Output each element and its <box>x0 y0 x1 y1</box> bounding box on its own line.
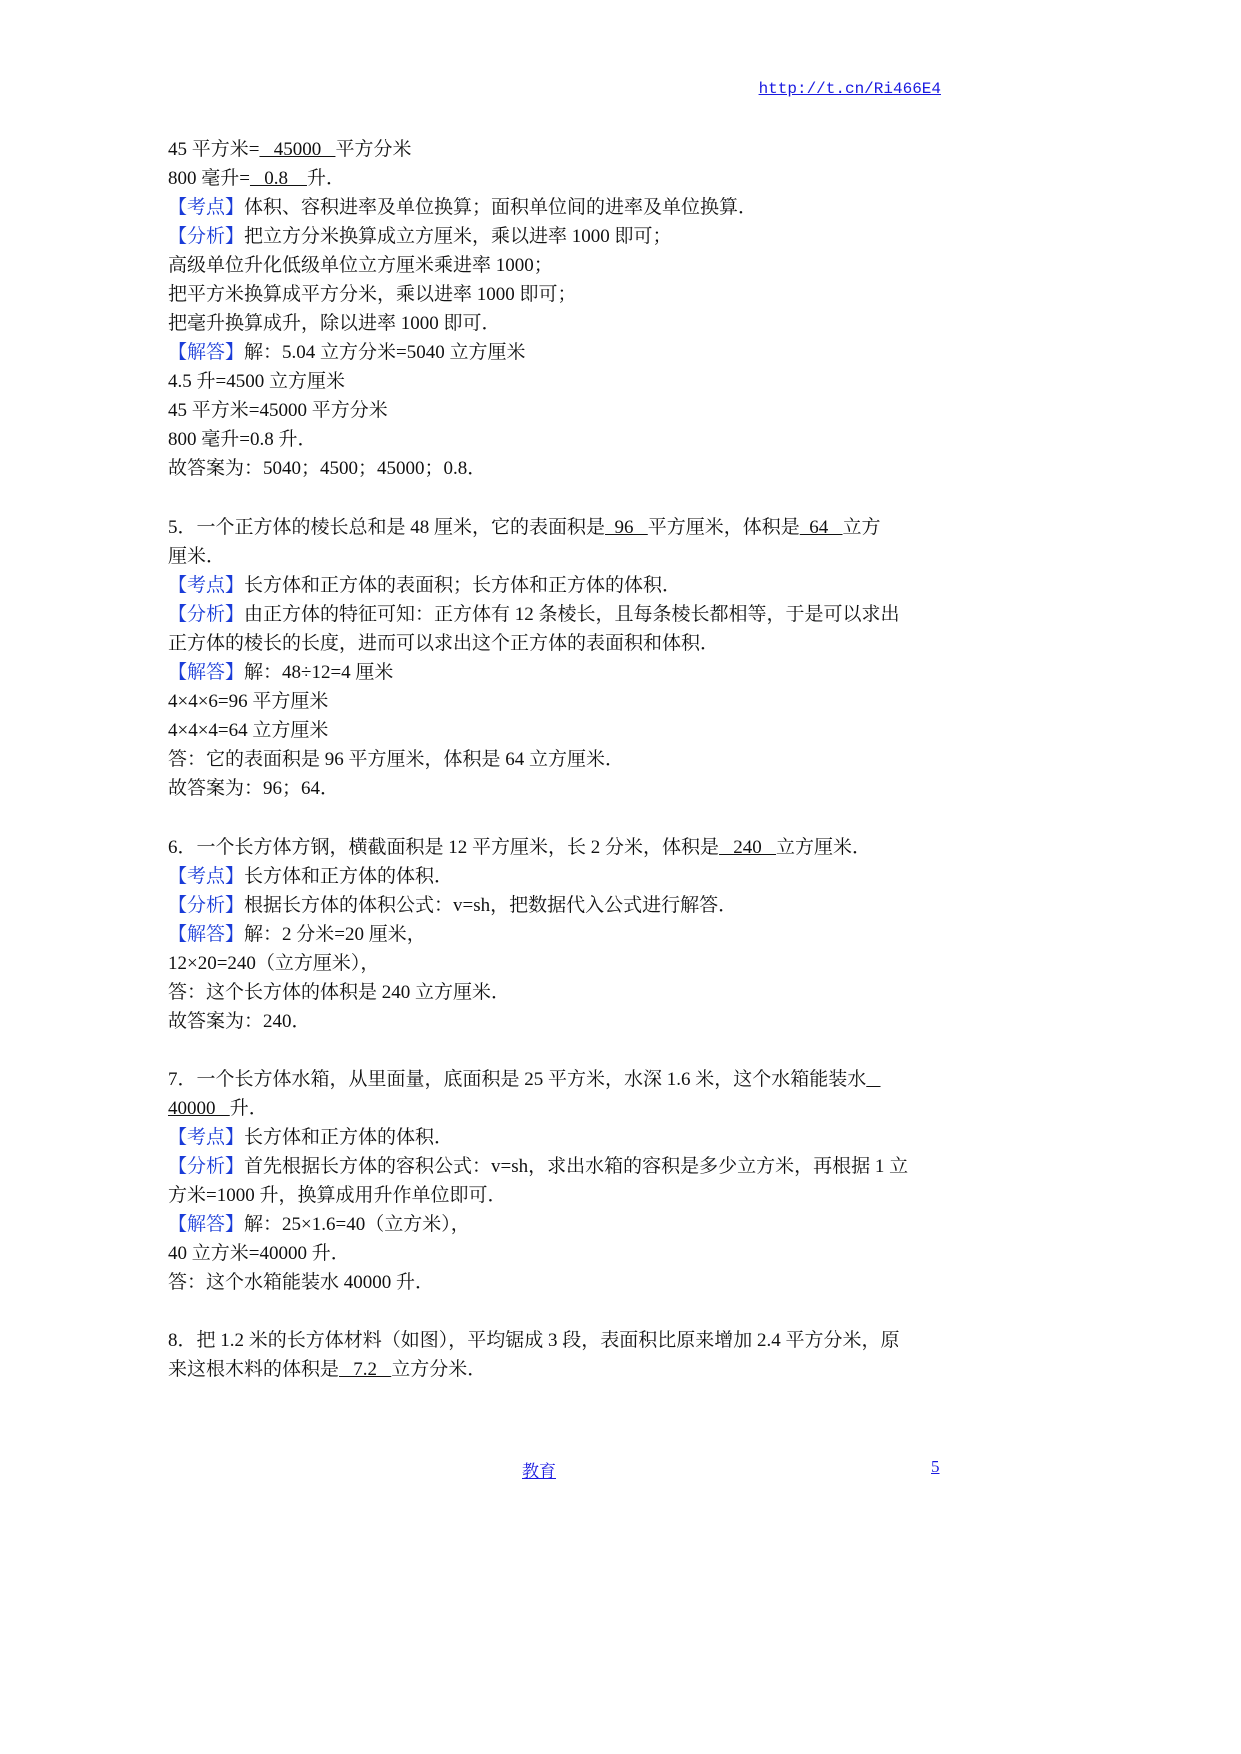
text-line <box>168 777 339 801</box>
text-line <box>168 690 328 714</box>
text-run: 12×20=240（立方厘米）， <box>168 953 380 974</box>
text-run: 立方分米． <box>391 1359 487 1380</box>
section-tag: 【考点】 <box>168 1127 245 1148</box>
text-line <box>168 283 577 307</box>
section-tag: 【分析】 <box>168 895 245 916</box>
text-run: 800 毫升= <box>168 168 250 189</box>
text-run: 8．把 1.2 米的长方体材料（如图），平均锯成 3 段，表面积比原来增加 2.4 平方分米，原 <box>168 1330 900 1351</box>
section-tag: 【解答】 <box>168 342 245 363</box>
text-line <box>168 312 501 336</box>
text-run: 升． <box>306 168 345 189</box>
text-line <box>168 865 453 889</box>
text-run: 立方厘米． <box>776 837 872 858</box>
text-run: 厘米． <box>168 546 226 567</box>
text-run: 方米=1000 升，换算成用升作单位即可． <box>168 1185 507 1206</box>
text-run: 长方体和正方体的体积． <box>244 866 454 887</box>
text-line <box>168 1126 453 1150</box>
text-run: 4×4×4=64 立方厘米 <box>168 720 329 741</box>
text-run: 平方厘米，体积是 <box>647 517 800 538</box>
section-tag: 【分析】 <box>168 1156 245 1177</box>
text-line <box>168 370 345 394</box>
text-line <box>168 719 328 743</box>
section-tag: 【分析】 <box>168 604 245 625</box>
text-run: 首先根据长方体的容积公式：v=sh，求出水箱的容积是多少立方米，再根据 1 立 <box>244 1156 909 1177</box>
text-line <box>168 225 672 249</box>
text-line <box>168 923 426 947</box>
text-line <box>168 632 719 656</box>
text-run: 高级单位升化低级单位立方厘米乘进率 1000； <box>168 255 553 276</box>
text-line <box>168 138 411 162</box>
text-run: 答：这个水箱能装水 40000 升． <box>168 1272 435 1293</box>
answer-blank: 64 <box>799 517 843 538</box>
text-run: 解：25×1.6=40（立方米）， <box>244 1214 470 1235</box>
text-run: 7．一个长方体水箱，从里面量，底面积是 25 平方米，水深 1.6 米，这个水箱能装水 <box>168 1069 867 1090</box>
page-number[interactable]: 5 <box>931 1457 940 1476</box>
text-run: 长方体和正方体的表面积；长方体和正方体的体积． <box>244 575 682 596</box>
text-run: 长方体和正方体的体积． <box>244 1127 454 1148</box>
section-tag: 【考点】 <box>168 197 245 218</box>
text-line <box>168 981 510 1005</box>
text-line <box>168 952 379 976</box>
text-run: 平方分米 <box>335 139 412 160</box>
text-line <box>168 574 681 598</box>
footer-link[interactable]: 教育 <box>522 1462 556 1481</box>
text-run: 45 平方米= <box>168 139 260 160</box>
text-line <box>168 545 225 569</box>
text-run: 正方体的棱长的长度，进而可以求出这个正方体的表面积和体积． <box>168 633 720 654</box>
section-tag: 【考点】 <box>168 575 245 596</box>
section-tag: 【分析】 <box>168 226 245 247</box>
text-run: 4.5 升=4500 立方厘米 <box>168 371 345 392</box>
text-line <box>168 196 757 220</box>
text-line <box>168 167 345 191</box>
text-line <box>168 1242 350 1266</box>
text-line <box>168 1155 908 1179</box>
text-run: 把平方米换算成平方分米，乘以进率 1000 即可； <box>168 284 577 305</box>
text-run: 40 立方米=40000 升． <box>168 1243 350 1264</box>
text-run: 故答案为：240． <box>168 1011 311 1032</box>
text-run: 4×4×6=96 平方厘米 <box>168 691 329 712</box>
text-run: 800 毫升=0.8 升． <box>168 429 317 450</box>
text-run: 解：2 分米=20 厘米， <box>244 924 426 945</box>
text-run: 立方 <box>842 517 881 538</box>
text-line <box>168 836 871 860</box>
text-line <box>168 661 393 685</box>
section-tag: 【考点】 <box>168 866 245 887</box>
answer-blank: 0.8 <box>249 168 307 189</box>
text-line <box>168 1358 486 1382</box>
section-tag: 【解答】 <box>168 924 245 945</box>
answer-blank: 96 <box>605 517 648 538</box>
text-line <box>168 457 486 481</box>
text-run: 答：它的表面积是 96 平方厘米，体积是 64 立方厘米． <box>168 749 625 770</box>
answer-blank: 40000 <box>168 1098 230 1119</box>
answer-blank: 45000 <box>259 139 336 160</box>
text-line <box>168 1010 311 1034</box>
text-run: 解：5.04 立方分米=5040 立方厘米 <box>244 342 526 363</box>
header-link[interactable]: http://t.cn/Ri466E4 <box>758 80 941 98</box>
text-run: 把立方分米换算成立方厘米，乘以进率 1000 即可； <box>244 226 672 247</box>
text-line <box>168 516 881 540</box>
text-line <box>168 399 388 423</box>
text-run: 故答案为：5040；4500；45000；0.8． <box>168 458 487 479</box>
text-run: 体积、容积进率及单位换算；面积单位间的进率及单位换算． <box>244 197 758 218</box>
text-run: 5．一个正方体的棱长总和是 48 厘米，它的表面积是 <box>168 517 606 538</box>
text-run: 解：48÷12=4 厘米 <box>244 662 394 683</box>
answer-blank <box>866 1069 880 1090</box>
text-line <box>168 1184 506 1208</box>
text-line <box>168 1097 268 1121</box>
text-run: 答：这个长方体的体积是 240 立方厘米． <box>168 982 511 1003</box>
section-tag: 【解答】 <box>168 662 245 683</box>
text-line <box>168 603 900 627</box>
text-run: 来这根木料的体积是 <box>168 1359 340 1380</box>
text-line <box>168 428 316 452</box>
text-run: 6．一个长方体方钢，横截面积是 12 平方厘米，长 2 分米，体积是 <box>168 837 720 858</box>
text-line <box>168 1213 470 1237</box>
text-line <box>168 894 737 918</box>
section-tag: 【解答】 <box>168 1214 245 1235</box>
answer-blank: 7.2 <box>339 1359 392 1380</box>
text-run: 故答案为：96；64． <box>168 778 340 799</box>
answer-blank: 240 <box>719 837 777 858</box>
text-run: 把毫升换算成升，除以进率 1000 即可． <box>168 313 501 334</box>
text-run: 45 平方米=45000 平方分米 <box>168 400 388 421</box>
text-run: 升． <box>229 1098 268 1119</box>
text-line <box>168 254 553 278</box>
text-line <box>168 1068 881 1092</box>
text-run: 根据长方体的体积公式：v=sh，把数据代入公式进行解答． <box>244 895 738 916</box>
text-line <box>168 1271 434 1295</box>
text-run: 由正方体的特征可知：正方体有 12 条棱长，且每条棱长都相等，于是可以求出 <box>244 604 900 625</box>
text-line <box>168 341 525 365</box>
text-line <box>168 1329 900 1353</box>
text-line <box>168 748 624 772</box>
